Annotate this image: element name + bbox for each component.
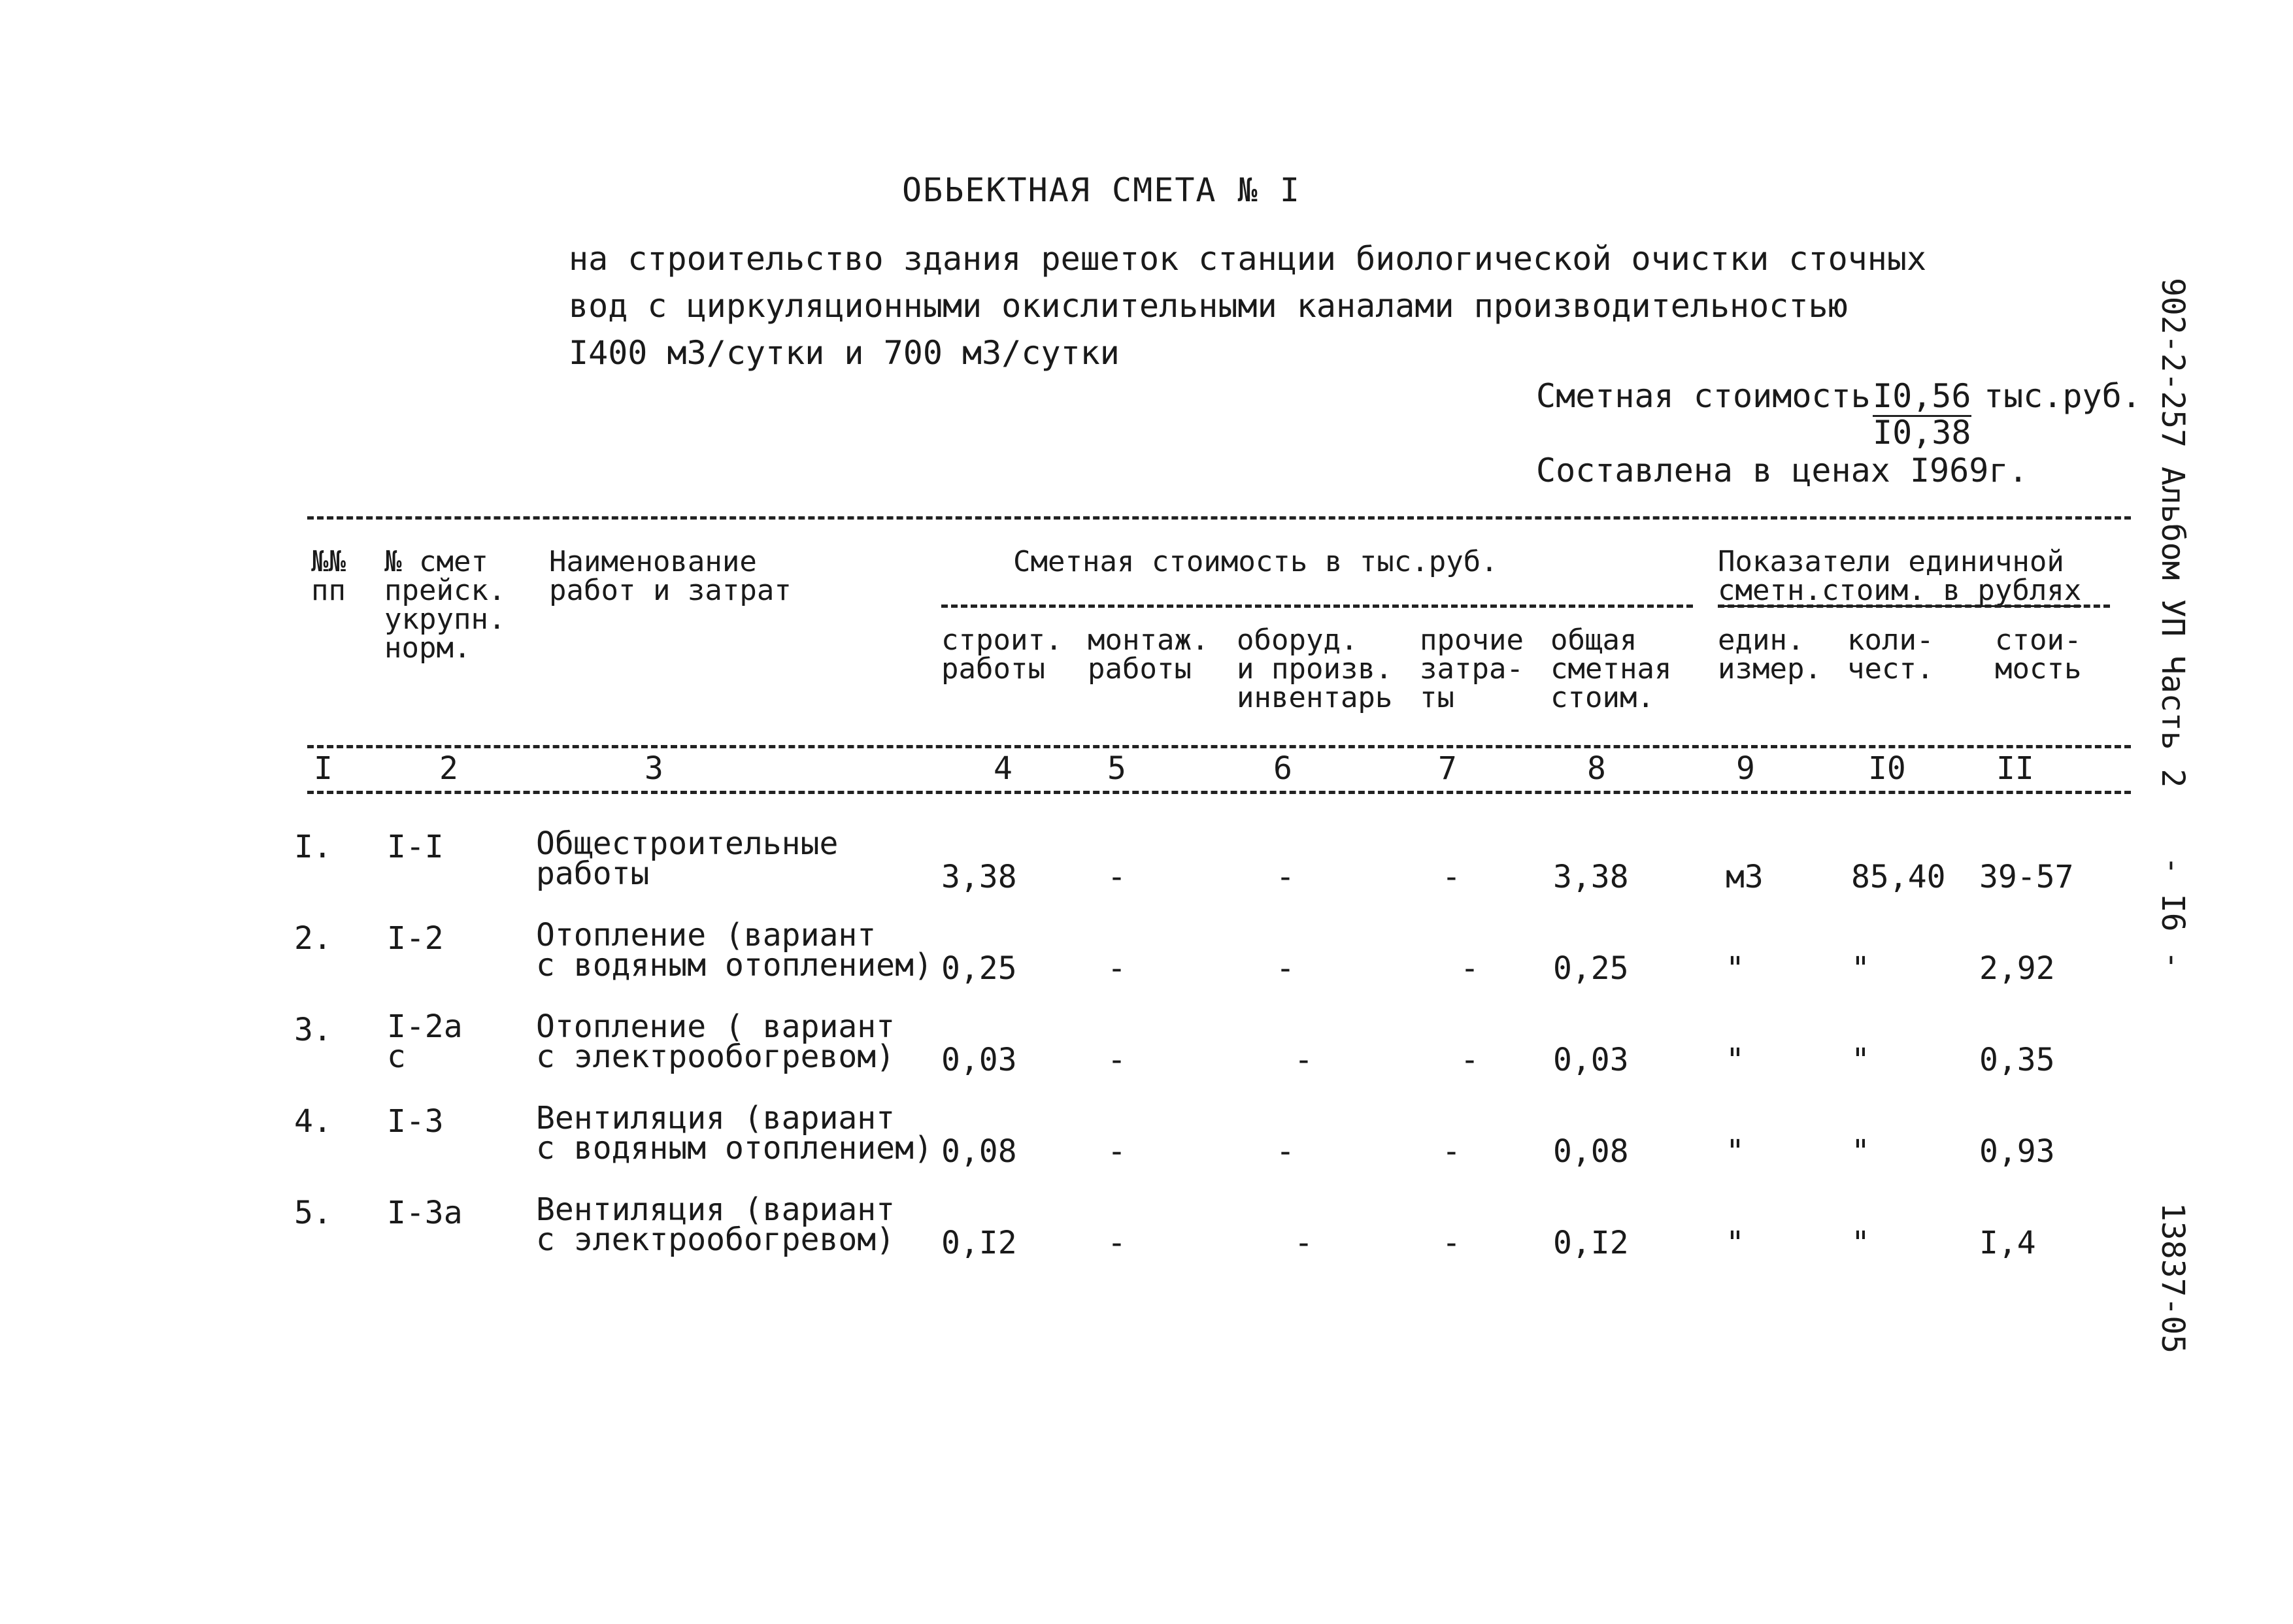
header-text: Наименование [549, 545, 757, 578]
cell-installation: - [1107, 1042, 1126, 1078]
cell-construction: 3,38 [941, 859, 1017, 895]
side-code: 13837-05 [2154, 1202, 2191, 1354]
side-album-text: 902-2-257 Альбом УП Часть 2 [2154, 278, 2191, 788]
cell-unit: " [1726, 1042, 1745, 1078]
cell-unit-cost: 2,92 [1979, 950, 2055, 987]
row-ref: I-I [387, 829, 444, 865]
subtitle-line: I400 м3/сутки и 700 м3/сутки [569, 334, 1120, 372]
subtitle-line: вод с циркуляционными окислительными каналами производительностью [569, 287, 1848, 325]
cell-unit-cost: 0,35 [1979, 1042, 2055, 1078]
cell-equipment: - [1294, 1225, 1313, 1261]
header-text: ты [1420, 681, 1454, 714]
cell-unit: " [1726, 950, 1745, 987]
header-text: укрупн. [384, 603, 506, 636]
document-title: ОБЬЕКТНАЯ СМЕТА № I [902, 171, 1301, 209]
header-col3 [549, 545, 792, 607]
cell-quantity: " [1851, 1042, 1870, 1078]
cell-equipment: - [1276, 950, 1295, 987]
header-col9 [1718, 623, 1822, 686]
row-name-line: Общестроительные [536, 825, 839, 862]
row-name-line: с водяным отоплением) [536, 1130, 933, 1167]
row-number: 5. [294, 1195, 332, 1231]
header-text: затра- [1420, 652, 1524, 686]
row-name [536, 917, 933, 984]
cell-construction: 0,08 [941, 1133, 1017, 1170]
row-ref [387, 1008, 463, 1075]
cell-construction: 0,03 [941, 1042, 1017, 1078]
row-name [536, 1008, 895, 1075]
cell-other: - [1442, 1225, 1461, 1261]
cell-unit: " [1726, 1133, 1745, 1170]
header-text: работы [941, 652, 1045, 686]
side-page-number: - I6 - [2154, 856, 2191, 970]
header-col2 [384, 545, 506, 665]
col-number: 9 [1736, 750, 1755, 787]
cell-unit-cost: 39-57 [1979, 859, 2074, 895]
header-text: Показатели единичной [1718, 545, 2064, 578]
cell-quantity: 85,40 [1851, 859, 1946, 895]
row-ref: I-3а [387, 1195, 463, 1231]
cell-quantity: " [1851, 1133, 1870, 1170]
header-col7 [1420, 623, 1524, 714]
header-col5 [1088, 623, 1209, 686]
row-ref: I-3 [387, 1103, 444, 1140]
cell-unit-cost: 0,93 [1979, 1133, 2055, 1170]
header-text: сметн.стоим. в рублях [1718, 574, 2082, 607]
header-text: № смет [384, 545, 488, 578]
cell-other: - [1442, 1133, 1461, 1170]
header-text: пп [311, 574, 346, 607]
col-number: 4 [994, 750, 1013, 787]
cell-installation: - [1107, 1225, 1126, 1261]
row-name-line: работы [536, 855, 650, 892]
header-text: норм. [384, 631, 471, 665]
cell-quantity: " [1851, 1225, 1870, 1261]
header-bottom-rule [307, 745, 2131, 748]
prices-note: Составлена в ценах I969г. [1536, 452, 2028, 489]
header-group-unit [1718, 545, 2082, 607]
row-ref-line: с [387, 1038, 406, 1075]
header-text: прейск. [384, 574, 506, 607]
cell-installation: - [1107, 1133, 1126, 1170]
cost-value-bottom: I0,38 [1873, 414, 1971, 452]
header-text: работы [1088, 652, 1192, 686]
cell-installation: - [1107, 950, 1126, 987]
cell-total: 0,I2 [1553, 1225, 1629, 1261]
col-number: 8 [1587, 750, 1606, 787]
header-text: работ и затрат [549, 574, 792, 607]
header-col6 [1237, 623, 1393, 714]
row-name [536, 825, 839, 892]
row-name [536, 1100, 933, 1167]
subtitle-line: на строительство здания решеток станции биологической очистки сточных [569, 240, 1927, 278]
cell-equipment: - [1294, 1042, 1313, 1078]
cost-value-top-text: I0,56 [1873, 377, 1971, 417]
cost-unit: тыс.руб. [1984, 377, 2141, 415]
header-group-unit-rule [1718, 605, 2110, 608]
header-text: строит. [941, 623, 1063, 657]
cell-other: - [1460, 950, 1479, 987]
header-text: и произв. [1237, 652, 1393, 686]
col-number: 7 [1438, 750, 1457, 787]
row-name-line: Отопление (вариант [536, 917, 877, 953]
cell-quantity: " [1851, 950, 1870, 987]
cell-installation: - [1107, 859, 1126, 895]
cell-total: 0,08 [1553, 1133, 1629, 1170]
cell-other: - [1460, 1042, 1479, 1078]
row-name-line: Вентиляция (вариант [536, 1100, 895, 1136]
header-text: прочие [1420, 623, 1524, 657]
header-group-rule [941, 605, 1693, 608]
col-number: II [1996, 750, 2034, 787]
row-name-line: с водяным отоплением) [536, 947, 933, 984]
col-number: I0 [1868, 750, 1906, 787]
header-col4 [941, 623, 1063, 686]
row-number: I. [294, 829, 332, 865]
header-text: монтаж. [1088, 623, 1209, 657]
header-col1 [311, 545, 346, 607]
row-number: 3. [294, 1012, 332, 1048]
cell-equipment: - [1276, 1133, 1295, 1170]
cell-equipment: - [1276, 859, 1295, 895]
row-name-line: Отопление ( вариант [536, 1008, 895, 1045]
table-top-rule [307, 516, 2131, 520]
header-text: чест. [1847, 652, 1934, 686]
row-name-line: с электрообогревом) [536, 1221, 895, 1258]
cell-construction: 0,25 [941, 950, 1017, 987]
cell-total: 0,25 [1553, 950, 1629, 987]
header-text: стоим. [1550, 681, 1654, 714]
document-subtitle [569, 235, 1926, 376]
numbers-bottom-rule [307, 791, 2131, 794]
cell-unit: м3 [1726, 859, 1764, 895]
row-name-line: Вентиляция (вариант [536, 1191, 895, 1228]
cell-total: 0,03 [1553, 1042, 1629, 1078]
header-group-cost: Сметная стоимость в тыс.руб. [1013, 545, 1498, 578]
cost-label: Сметная стоимость [1536, 377, 1871, 415]
header-text: стои- [1995, 623, 2082, 657]
header-text: общая [1550, 623, 1637, 657]
col-number: 3 [644, 750, 663, 787]
header-text: инвентарь [1237, 681, 1393, 714]
cell-total: 3,38 [1553, 859, 1629, 895]
cell-unit: " [1726, 1225, 1745, 1261]
header-text: сметная [1550, 652, 1672, 686]
row-name [536, 1191, 895, 1258]
col-number: 5 [1107, 750, 1126, 787]
header-text: оборуд. [1237, 623, 1358, 657]
header-col8 [1550, 623, 1672, 714]
col-number: I [314, 750, 333, 787]
header-col11 [1995, 623, 2082, 686]
header-text: мость [1995, 652, 2082, 686]
cell-construction: 0,I2 [941, 1225, 1017, 1261]
row-number: 2. [294, 920, 332, 957]
cell-unit-cost: I,4 [1979, 1225, 2036, 1261]
header-text: един. [1718, 623, 1805, 657]
row-name-line: с электрообогревом) [536, 1038, 895, 1075]
col-number: 6 [1273, 750, 1292, 787]
row-ref-line: I-2а [387, 1008, 463, 1045]
header-text: измер. [1718, 652, 1822, 686]
row-number: 4. [294, 1103, 332, 1140]
header-text: №№ [311, 545, 346, 578]
header-text: коли- [1847, 623, 1934, 657]
cell-other: - [1442, 859, 1461, 895]
row-ref: I-2 [387, 920, 444, 957]
header-col10 [1847, 623, 1934, 686]
col-number: 2 [439, 750, 458, 787]
